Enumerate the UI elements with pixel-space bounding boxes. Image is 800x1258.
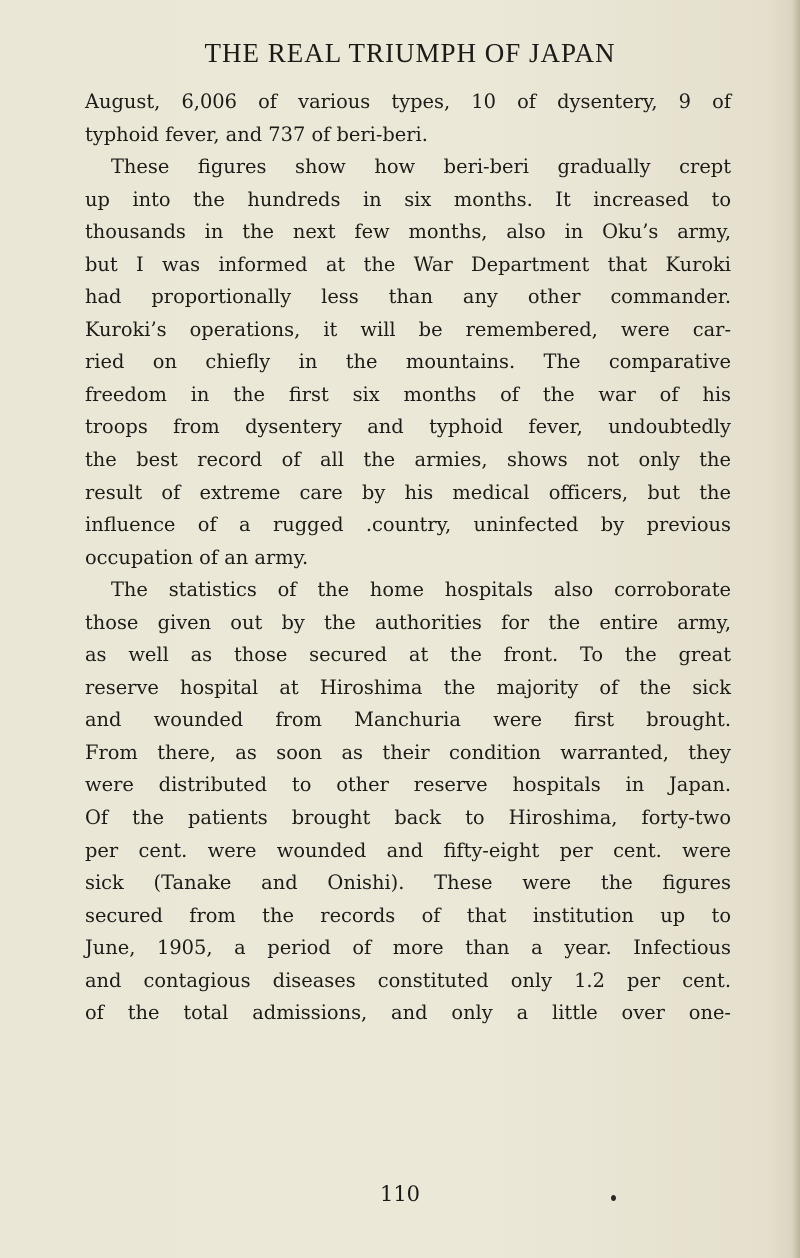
text-line: troops from dysentery and typhoid fever, undoubtedly: [85, 415, 731, 439]
ink-speck: [611, 1195, 616, 1201]
text-line: influence of a rugged .country, uninfected by previous: [85, 513, 731, 537]
text-line: were distributed to other reserve hospitals in Japan.: [85, 773, 731, 797]
text-line: and contagious diseases constituted only 1.2 per cent.: [85, 968, 731, 992]
text-line: These figures show how beri-beri gradually crept: [111, 155, 731, 179]
text-line: reserve hospital at Hiroshima the majority of the sick: [85, 675, 731, 699]
text-line: those given out by the authorities for the entire army,: [85, 610, 731, 634]
text-line: typhoid fever, and 737 of beri-beri.: [85, 122, 428, 146]
text-line: Of the patients brought back to Hiroshima, forty-two: [85, 806, 731, 830]
text-line: had proportionally less than any other commander.: [85, 285, 731, 309]
text-line: of the total admissions, and only a little over one-: [85, 1001, 731, 1025]
text-line: per cent. were wounded and fifty-eight per cent. were: [85, 838, 731, 862]
text-line: August, 6,006 of various types, 10 of dysentery, 9 of: [85, 90, 731, 113]
text-line: and wounded from Manchuria were first brought.: [85, 708, 731, 732]
text-line: thousands in the next few months, also in Oku’s army,: [85, 220, 731, 244]
text-line: the best record of all the armies, shows not only the: [85, 448, 731, 472]
text-line: up into the hundreds in six months. It increased to: [85, 187, 731, 211]
text-line: but I was informed at the War Department that Kuroki: [85, 252, 731, 276]
text-line: freedom in the first six months of the war of his: [85, 382, 731, 406]
page-edge-shadow: [792, 0, 800, 1258]
text-line: sick (Tanake and Onishi). These were the figures: [85, 871, 731, 895]
text-line: occupation of an army.: [85, 545, 309, 569]
text-line: Kuroki’s operations, it will be remembered, were car-: [85, 317, 731, 341]
text-line: June, 1905, a period of more than a year. Infectious: [85, 936, 731, 960]
text-line: From there, as soon as their condition warranted, they: [85, 740, 731, 764]
text-line: as well as those secured at the front. To the great: [85, 643, 731, 667]
page-number: 110: [379, 1182, 421, 1206]
text-line: result of extreme care by his medical officers, but the: [85, 480, 731, 504]
running-head: THE REAL TRIUMPH OF JAPAN: [204, 38, 616, 68]
text-line: The statistics of the home hospitals also corroborate: [111, 578, 731, 602]
text-line: secured from the records of that institution up to: [85, 903, 731, 927]
body-text: [85, 86, 731, 1030]
text-line: ried on chiefly in the mountains. The comparative: [85, 350, 731, 374]
